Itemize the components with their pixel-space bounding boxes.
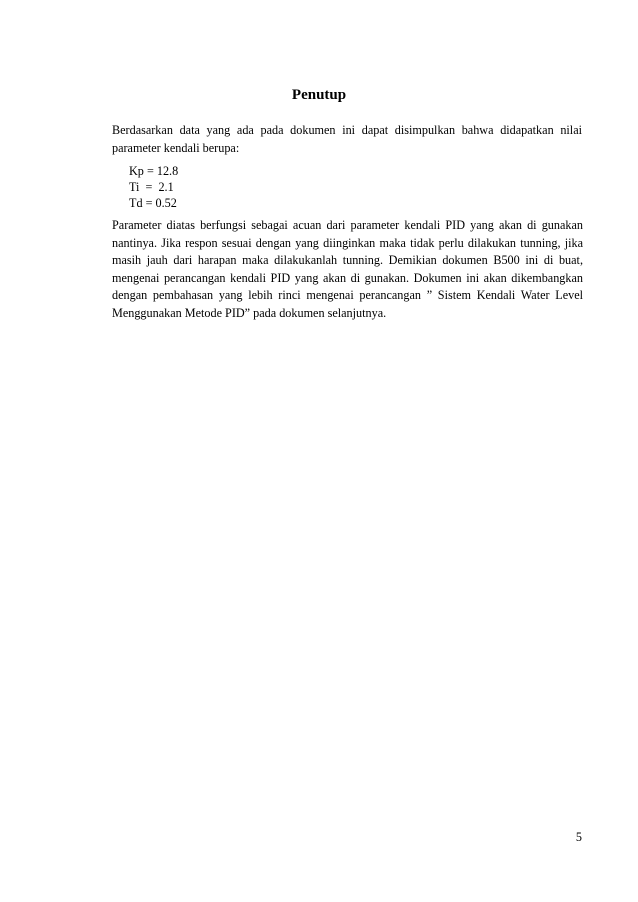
parameter-ti: Ti = 2.1 xyxy=(129,180,174,194)
page-number: 5 xyxy=(575,830,582,844)
page-title: Penutup xyxy=(291,87,347,103)
intro-paragraph: Berdasarkan data yang ada pada dokumen ini dapat disimpulkan bahwa didapatkan nilai parameter kendali berupa: xyxy=(112,123,582,155)
parameter-list xyxy=(129,163,329,211)
parameter-td: Td = 0.52 xyxy=(129,196,177,210)
closing-paragraph: Parameter diatas berfungsi sebagai acuan dari parameter kendali PID yang akan di gunakan nantinya. Jika respon sesuai dengan yang diinginkan maka tidak perlu dilakukan tunning, jika masih jauh dari harapan maka dilakukanlah tunning. Demikian dokumen B500 ini di buat, mengenai perancangan kendali PID yang akan di gunakan. Dokumen ini akan dikembangkan dengan pembahasan yang lebih rinci mengenai perancangan ” Sistem Kendali Water Level Menggunakan Metode PID” pada dokumen selanjutnya. xyxy=(112,218,583,320)
parameter-kp: Kp = 12.8 xyxy=(129,164,179,178)
